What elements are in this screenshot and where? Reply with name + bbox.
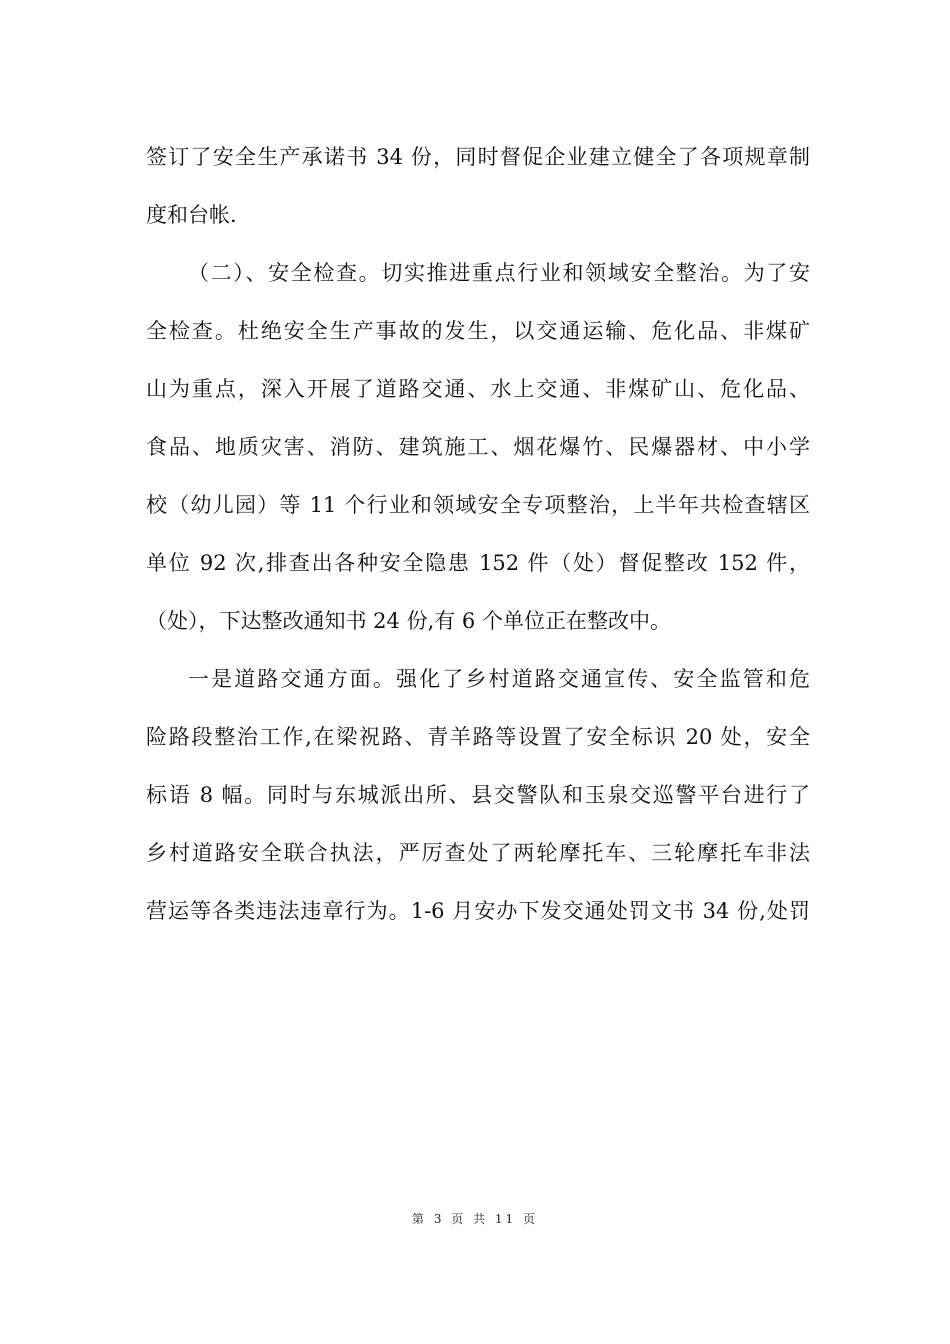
- text-line: 校（幼儿园）等 11 个行业和领域安全专项整治，上半年共检查辖区: [146, 493, 810, 517]
- text-line: 全检查。杜绝安全生产事故的发生，以交通运输、危化品、非煤矿: [146, 319, 810, 343]
- text-line: 食品、地质灾害、消防、建筑施工、烟花爆竹、民爆器材、中小学: [146, 435, 810, 459]
- text-line: 营运等各类违法违章行为。1-6 月安办下发交通处罚文书 34 份,处罚: [146, 899, 810, 923]
- text-line: 度和台帐.: [146, 203, 237, 227]
- text-line: 标语 8 幅。同时与东城派出所、县交警队和玉泉交巡警平台进行了: [146, 783, 810, 807]
- text-line: 单位 92 次,排查出各种安全隐患 152 件（处）督促整改 152 件，: [146, 551, 810, 575]
- paragraph-first-line: 一是道路交通方面。强化了乡村道路交通宣传、安全监管和危: [188, 667, 810, 691]
- text-line: 山为重点，深入开展了道路交通、水上交通、非煤矿山、危化品、: [146, 377, 810, 401]
- paragraph-first-line: （二）、安全检查。切实推进重点行业和领域安全整治。为了安: [188, 261, 810, 285]
- text-line: 乡村道路安全联合执法，严厉查处了两轮摩托车、三轮摩托车非法: [146, 841, 810, 865]
- text-line: 险路段整治工作,在梁祝路、青羊路等设置了安全标识 20 处，安全: [146, 725, 810, 749]
- page-number-footer: 第 3 页 共 11 页: [412, 1212, 538, 1226]
- text-line: 签订了安全生产承诺书 34 份，同时督促企业建立健全了各项规章制: [146, 145, 810, 169]
- document-body: [146, 128, 810, 940]
- text-line: （处），下达整改通知书 24 份,有 6 个单位正在整改中。: [146, 609, 671, 633]
